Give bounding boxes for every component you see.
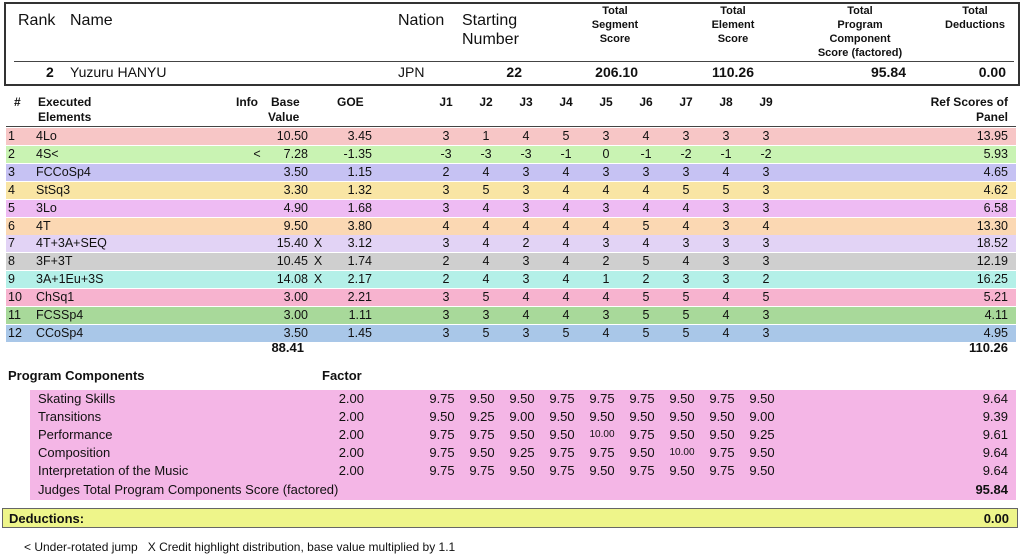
element-judge-score: 4: [482, 218, 490, 233]
component-name: Performance: [38, 427, 113, 442]
pcs-total-value: 95.84: [975, 482, 1008, 497]
component-judge-score: 9.50: [589, 463, 615, 478]
component-row: [30, 390, 1016, 408]
component-judge-score: 9.50: [709, 427, 735, 442]
element-judge-score: 3: [682, 272, 690, 287]
element-judge-score: 4: [762, 218, 770, 233]
element-row: [6, 235, 1016, 252]
component-row: [30, 462, 1016, 480]
judge-header: J2: [479, 95, 493, 109]
element-judge-score: 3: [442, 182, 450, 197]
element-row: [6, 164, 1016, 181]
element-num: 10: [8, 290, 22, 305]
component-judge-score: 9.75: [549, 391, 575, 406]
col-executed-line1: Executed: [38, 95, 92, 109]
element-judge-score: 4: [562, 182, 570, 197]
judge-header: J1: [439, 95, 453, 109]
element-ref-score: 13.95: [976, 129, 1008, 143]
element-judge-score: 4: [722, 325, 730, 340]
component-score: 9.64: [982, 391, 1008, 406]
component-judge-score: 9.75: [629, 391, 655, 406]
component-factor: 2.00: [338, 445, 364, 460]
element-info: <: [253, 146, 261, 161]
element-base-value: 4.90: [283, 200, 308, 215]
element-ref-score: 16.25: [976, 272, 1008, 287]
component-judge-score: 9.00: [749, 409, 775, 424]
deductions-bar: [2, 508, 1018, 528]
element-judge-score: 5: [642, 325, 650, 340]
pcs-total-label: Judges Total Program Components Score (factored): [38, 482, 339, 497]
component-judge-score: 9.50: [749, 463, 775, 478]
element-judge-score: 4: [602, 218, 610, 233]
element-judge-score: -3: [480, 146, 492, 161]
element-judge-score: 4: [562, 200, 570, 215]
col-goe: GOE: [337, 95, 364, 109]
element-row: [6, 182, 1016, 199]
element-judge-score: 4: [602, 325, 610, 340]
element-goe: -1.35: [343, 146, 372, 161]
element-name: 4T+3A+SEQ: [36, 236, 107, 251]
col-base-line2: Value: [268, 110, 300, 124]
element-judge-score: 3: [762, 254, 770, 269]
component-judge-score: 10.00: [669, 447, 695, 458]
element-judge-score: 3: [722, 200, 730, 215]
component-factor: 2.00: [338, 427, 364, 442]
element-judge-score: 3: [522, 182, 530, 197]
element-judge-score: 5: [682, 290, 690, 305]
component-judge-score: 9.50: [749, 445, 775, 460]
element-ref-score: 12.19: [976, 254, 1008, 269]
element-judge-score: 3: [442, 236, 450, 251]
component-judge-score: 9.75: [709, 463, 735, 478]
element-row: [6, 289, 1016, 306]
element-judge-score: 3: [762, 182, 770, 197]
element-judge-score: 3: [602, 129, 610, 143]
element-num: 4: [8, 182, 15, 197]
element-judge-score: 4: [562, 290, 570, 305]
component-judge-score: 9.75: [589, 391, 615, 406]
element-judge-score: 5: [642, 254, 650, 269]
element-judge-score: 2: [442, 164, 450, 179]
component-judge-score: 9.75: [429, 463, 455, 478]
element-judge-score: 0: [602, 146, 610, 161]
element-name: 4T: [36, 218, 51, 233]
element-judge-score: 4: [482, 200, 490, 215]
element-num: 11: [8, 308, 21, 322]
element-judge-score: 2: [522, 236, 530, 251]
element-judge-score: 4: [562, 272, 570, 287]
judge-header: J8: [719, 95, 733, 109]
element-name: FCCoSp4: [36, 164, 91, 179]
component-judge-score: 9.75: [709, 445, 735, 460]
element-judge-score: 4: [562, 164, 570, 179]
element-base-value: 15.40: [276, 236, 308, 251]
nation-label: Nation: [398, 12, 445, 29]
component-name: Interpretation of the Music: [38, 463, 189, 478]
starting-number-label-line1: Starting: [462, 12, 518, 29]
element-ref-score: 4.11: [984, 308, 1008, 322]
element-judge-score: 5: [482, 182, 490, 197]
element-judge-score: 4: [642, 236, 650, 251]
element-judge-score: 3: [522, 200, 530, 215]
component-row: [30, 444, 1016, 462]
header-divider: [14, 61, 1014, 62]
judge-header: J7: [679, 95, 693, 109]
element-name: 3Lo: [36, 200, 57, 215]
element-name: 3A+1Eu+3S: [36, 272, 104, 287]
element-goe: 2.17: [347, 272, 372, 287]
component-judge-score: 9.50: [669, 391, 695, 406]
element-judge-score: 4: [602, 182, 610, 197]
element-judge-score: 3: [762, 308, 770, 322]
deductions-bar-value: 0.00: [983, 511, 1009, 526]
element-judge-score: 4: [522, 218, 530, 233]
component-name: Composition: [38, 445, 111, 460]
component-judge-score: 9.00: [509, 409, 535, 424]
element-row: [6, 218, 1016, 235]
col-num: #: [14, 95, 21, 109]
element-judge-score: 4: [562, 236, 570, 251]
judge-header: J9: [759, 95, 773, 109]
component-judge-score: 9.50: [549, 409, 575, 424]
element-base-value: 3.50: [283, 164, 308, 179]
element-x-flag: X: [313, 254, 323, 269]
deductions-value: 0.00: [978, 64, 1006, 80]
element-name: CCoSp4: [36, 325, 84, 340]
component-judge-score: 9.50: [469, 445, 495, 460]
element-row: [6, 307, 1016, 324]
element-ref-score: 4.65: [983, 164, 1008, 179]
element-judge-score: 4: [642, 200, 650, 215]
element-judge-score: -1: [560, 146, 572, 161]
component-score: 9.64: [982, 463, 1008, 478]
element-goe: 1.15: [347, 164, 372, 179]
base-value-total: 88.41: [271, 340, 304, 355]
component-judge-score: 9.75: [549, 445, 575, 460]
component-judge-score: 9.25: [749, 427, 775, 442]
element-judge-score: 3: [482, 308, 490, 322]
component-judge-score: 9.50: [549, 427, 575, 442]
element-judge-score: 4: [562, 308, 570, 322]
element-name: StSq3: [36, 182, 71, 197]
element-goe: 1.32: [347, 182, 372, 197]
element-judge-score: -1: [720, 146, 732, 161]
judge-header: J4: [559, 95, 573, 109]
element-goe: 1.68: [347, 200, 372, 215]
element-num: 1: [8, 129, 15, 143]
element-name: ChSq1: [36, 290, 75, 305]
element-num: 9: [8, 272, 15, 287]
element-base-value: 3.50: [283, 325, 308, 340]
element-judge-score: 5: [482, 325, 490, 340]
element-judge-score: 3: [522, 254, 530, 269]
footnote: < Under-rotated jump X Credit highlight distribution, base value multiplied by 1.1: [24, 540, 456, 554]
element-row: [6, 271, 1016, 288]
component-judge-score: 9.25: [469, 409, 495, 424]
element-x-flag: X: [313, 272, 323, 287]
element-num: 6: [8, 218, 15, 233]
judge-header: J5: [599, 95, 613, 109]
element-judge-score: 3: [762, 164, 770, 179]
component-judge-score: 9.75: [589, 445, 615, 460]
tes-label: Total Element Score: [711, 5, 755, 45]
element-judge-score: 5: [722, 182, 730, 197]
component-judge-score: 9.50: [429, 409, 455, 424]
element-judge-score: 3: [722, 236, 730, 251]
element-num: 8: [8, 254, 15, 269]
element-num: 5: [8, 200, 15, 215]
element-judge-score: 4: [522, 129, 530, 143]
starting-number-value: 22: [506, 64, 522, 80]
element-row: [6, 128, 1016, 145]
element-judge-score: 3: [762, 200, 770, 215]
element-num: 7: [8, 236, 15, 251]
element-ref-score: 18.52: [976, 236, 1008, 251]
element-judge-score: 5: [682, 308, 690, 322]
element-judge-score: 4: [562, 254, 570, 269]
component-judge-score: 9.50: [629, 409, 655, 424]
col-ref-line1: Ref Scores of: [930, 95, 1008, 109]
element-judge-score: 4: [602, 290, 610, 305]
element-base-value: 3.30: [283, 182, 308, 197]
element-judge-score: 5: [562, 325, 570, 340]
tes-value: 110.26: [711, 64, 754, 80]
element-name: 4Lo: [36, 129, 57, 143]
element-judge-score: -1: [640, 146, 652, 161]
element-x-flag: X: [313, 236, 323, 251]
component-factor: 2.00: [338, 409, 364, 424]
element-num: 12: [8, 325, 22, 340]
component-score: 9.39: [982, 409, 1008, 424]
element-judge-score: 3: [762, 129, 770, 143]
judge-header: J3: [519, 95, 533, 109]
element-row: [6, 146, 1016, 163]
rank-label: Rank: [18, 12, 56, 29]
component-score: 9.64: [982, 445, 1008, 460]
element-judge-score: 3: [442, 308, 450, 322]
element-judge-score: 4: [722, 308, 730, 322]
element-judge-score: 1: [482, 129, 490, 143]
element-ref-score: 4.95: [983, 325, 1008, 340]
component-score: 9.61: [982, 427, 1008, 442]
element-judge-score: 2: [442, 272, 450, 287]
element-judge-score: 4: [482, 236, 490, 251]
element-name: 4S<: [36, 146, 59, 161]
element-name: FCSSp4: [36, 308, 84, 322]
element-judge-score: 5: [682, 182, 690, 197]
element-judge-score: -3: [440, 146, 452, 161]
starting-number-label-line2: Number: [462, 31, 519, 48]
component-name: Transitions: [38, 409, 102, 424]
element-judge-score: 3: [722, 272, 730, 287]
component-judge-score: 9.50: [709, 409, 735, 424]
element-judge-score: -2: [680, 146, 692, 161]
element-goe: 3.45: [347, 129, 372, 143]
element-judge-score: 5: [642, 290, 650, 305]
element-ref-score: 5.93: [983, 146, 1008, 161]
component-row: [30, 426, 1016, 444]
col-executed-line2: Elements: [38, 110, 92, 124]
element-judge-score: 2: [762, 272, 770, 287]
component-judge-score: 9.25: [509, 445, 535, 460]
element-ref-score: 4.62: [983, 182, 1008, 197]
element-judge-score: 3: [522, 272, 530, 287]
judge-header: J6: [639, 95, 653, 109]
element-base-value: 3.00: [283, 290, 308, 305]
element-judge-score: 5: [642, 218, 650, 233]
element-judge-score: 1: [602, 272, 610, 287]
element-judge-score: 3: [442, 325, 450, 340]
element-judge-score: 3: [682, 129, 690, 143]
element-judge-score: 3: [762, 325, 770, 340]
factor-label: Factor: [322, 368, 362, 383]
component-judge-score: 9.75: [629, 427, 655, 442]
element-score-total: 110.26: [968, 340, 1008, 355]
element-num: 3: [8, 164, 15, 179]
component-judge-score: 9.50: [469, 391, 495, 406]
element-judge-score: 3: [442, 290, 450, 305]
component-row: [30, 408, 1016, 426]
element-row: [6, 200, 1016, 217]
component-judge-score: 9.50: [669, 427, 695, 442]
component-judge-score: 9.75: [469, 463, 495, 478]
element-base-value: 14.08: [276, 272, 308, 287]
element-ref-score: 5.21: [983, 290, 1008, 305]
element-judge-score: 5: [642, 308, 650, 322]
tss-label: Total Segment Score: [591, 5, 639, 45]
element-base-value: 9.50: [283, 218, 308, 233]
nation-value: JPN: [398, 64, 425, 80]
element-judge-score: 3: [602, 308, 610, 322]
element-judge-score: 3: [682, 164, 690, 179]
element-judge-score: 4: [442, 218, 450, 233]
element-judge-score: 3: [762, 236, 770, 251]
element-judge-score: 5: [482, 290, 490, 305]
element-judge-score: 4: [482, 254, 490, 269]
element-judge-score: 4: [722, 164, 730, 179]
component-judge-score: 9.50: [669, 463, 695, 478]
skater-name: Yuzuru HANYU: [70, 64, 167, 80]
element-judge-score: 2: [642, 272, 650, 287]
element-judge-score: 3: [442, 200, 450, 215]
element-judge-score: 4: [682, 200, 690, 215]
element-name: 3F+3T: [36, 254, 73, 269]
element-ref-score: 13.30: [976, 218, 1008, 233]
component-judge-score: 9.75: [429, 391, 455, 406]
component-judge-score: 9.75: [469, 427, 495, 442]
rank-value: 2: [46, 64, 54, 80]
component-judge-score: 9.50: [749, 391, 775, 406]
element-base-value: 7.28: [283, 146, 308, 161]
component-judge-score: 9.75: [429, 445, 455, 460]
program-components-title: Program Components: [8, 368, 145, 383]
element-row: [6, 253, 1016, 270]
element-goe: 1.74: [347, 254, 372, 269]
component-name: Skating Skills: [38, 391, 116, 406]
element-judge-score: 3: [602, 200, 610, 215]
element-judge-score: -2: [760, 146, 772, 161]
element-judge-score: 5: [562, 129, 570, 143]
element-judge-score: 3: [642, 164, 650, 179]
element-judge-score: 5: [762, 290, 770, 305]
element-judge-score: 2: [602, 254, 610, 269]
element-judge-score: 3: [442, 129, 450, 143]
element-goe: 3.80: [347, 218, 372, 233]
component-judge-score: 9.75: [709, 391, 735, 406]
component-judge-score: 9.50: [509, 427, 535, 442]
element-judge-score: 3: [602, 236, 610, 251]
col-base-line1: Base: [271, 95, 300, 109]
element-judge-score: 4: [682, 218, 690, 233]
element-base-value: 10.50: [276, 129, 308, 143]
element-judge-score: 4: [642, 182, 650, 197]
component-judge-score: 9.75: [629, 463, 655, 478]
component-factor: 2.00: [338, 391, 364, 406]
deductions-label: Total Deductions: [945, 5, 1005, 31]
element-goe: 1.45: [347, 325, 372, 340]
component-factor: 2.00: [338, 463, 364, 478]
component-judge-score: 9.50: [629, 445, 655, 460]
element-judge-score: 4: [642, 129, 650, 143]
element-judge-score: 3: [602, 164, 610, 179]
component-judge-score: 9.50: [669, 409, 695, 424]
component-judge-score: 9.50: [589, 409, 615, 424]
element-judge-score: 4: [482, 272, 490, 287]
element-goe: 3.12: [347, 236, 372, 251]
element-ref-score: 6.58: [983, 200, 1008, 215]
element-judge-score: 3: [722, 254, 730, 269]
element-judge-score: 4: [522, 290, 530, 305]
component-judge-score: 9.50: [509, 391, 535, 406]
element-judge-score: 4: [722, 290, 730, 305]
element-base-value: 3.00: [283, 308, 308, 322]
col-info: Info: [236, 95, 258, 109]
element-goe: 1.11: [348, 308, 372, 322]
deductions-bar-label: Deductions:: [9, 511, 85, 526]
element-judge-score: 4: [562, 218, 570, 233]
component-judge-score: 9.50: [509, 463, 535, 478]
col-ref-line2: Panel: [975, 110, 1008, 124]
element-judge-score: 3: [522, 164, 530, 179]
element-judge-score: 2: [442, 254, 450, 269]
element-row: [6, 325, 1016, 342]
element-num: 2: [8, 146, 15, 161]
element-judge-score: 5: [682, 325, 690, 340]
pcs-value: 95.84: [870, 64, 906, 80]
element-judge-score: 4: [522, 308, 530, 322]
tss-value: 206.10: [595, 64, 638, 80]
element-judge-score: 3: [682, 236, 690, 251]
component-judge-score: 9.75: [429, 427, 455, 442]
element-judge-score: 3: [522, 325, 530, 340]
element-goe: 2.21: [347, 290, 372, 305]
name-label: Name: [70, 12, 113, 29]
element-judge-score: -3: [520, 146, 532, 161]
component-judge-score: 9.75: [549, 463, 575, 478]
element-judge-score: 3: [722, 129, 730, 143]
element-base-value: 10.45: [276, 254, 308, 269]
element-judge-score: 3: [722, 218, 730, 233]
elements-header-divider: [6, 126, 1016, 127]
component-judge-score: 10.00: [589, 429, 615, 440]
element-judge-score: 4: [682, 254, 690, 269]
pcs-total-row: [30, 480, 1016, 500]
element-judge-score: 4: [482, 164, 490, 179]
pcs-label: Total Program Component Score (factored): [817, 5, 903, 59]
